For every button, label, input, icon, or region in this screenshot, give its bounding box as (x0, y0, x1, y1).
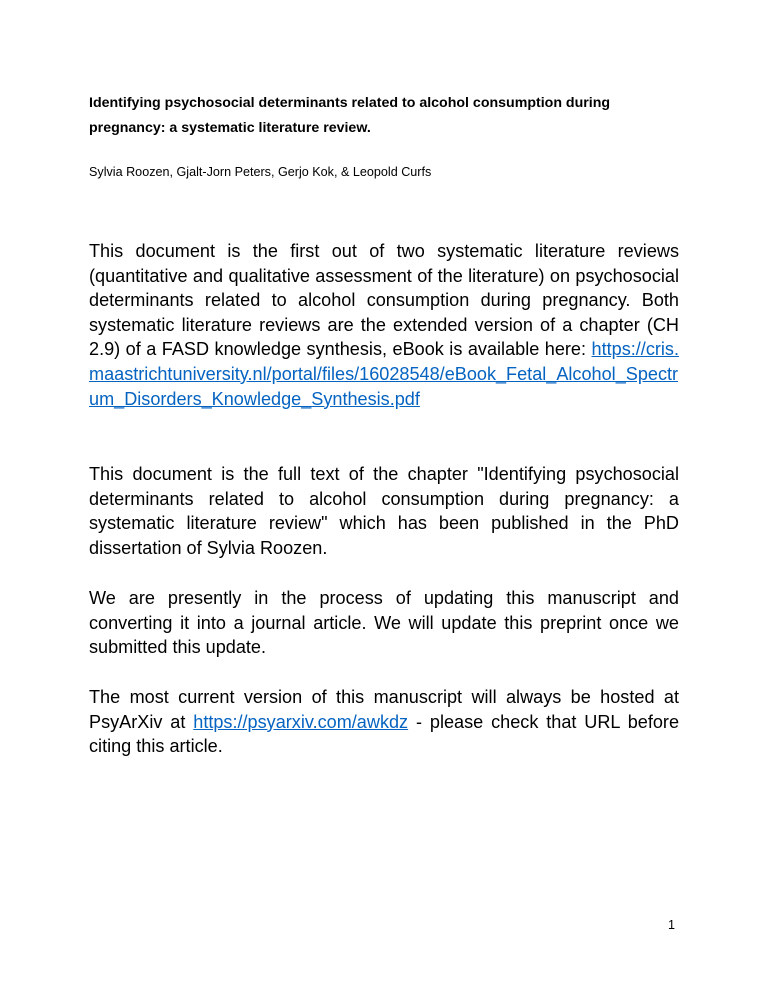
ebook-link[interactable]: https://cris.maastrichtuniversity.nl/portal/files/16028548/eBook_Fetal_Alcohol_Spectrum_Disorders_Knowledge_Synthesis.pdf (89, 339, 679, 409)
chapter-paragraph: This document is the full text of the chapter "Identifying psychosocial determinants related to alcohol consumption during pregnancy: a systematic literature review" which has been published in the PhD dissertation of Sylvia Roozen. (89, 464, 679, 558)
intro-paragraph (89, 239, 679, 411)
update-paragraph: We are presently in the process of updating this manuscript and converting it into a journal article. We will update this preprint once we submitted this update. (89, 588, 679, 658)
psyarxiv-link[interactable]: https://psyarxiv.com/awkdz (193, 711, 409, 732)
hosting-paragraph-lead: The most current version of this manuscript will always be hosted at PsyArXiv at (89, 687, 679, 732)
page-number: 1 (668, 918, 676, 932)
intro-paragraph-text: This document is the first out of two systematic literature reviews (quantitative and qualitative assessment of the literature) on psychosocial determinants related to alcohol consumption during pregnancy. Both systematic literature reviews are the extended version of a chapter (CH 2.9) of a FASD knowledge synthesis, eBook is available here: (89, 241, 679, 360)
author-list: Sylvia Roozen, Gjalt-Jorn Peters, Gerjo Kok, & Leopold Curfs (89, 165, 432, 179)
document-title: Identifying psychosocial determinants related to alcohol consumption during pregnancy: a systematic literature review. (89, 95, 611, 136)
hosting-paragraph (89, 685, 679, 759)
hosting-paragraph-tail: - please check that URL before citing this article. (89, 711, 680, 757)
